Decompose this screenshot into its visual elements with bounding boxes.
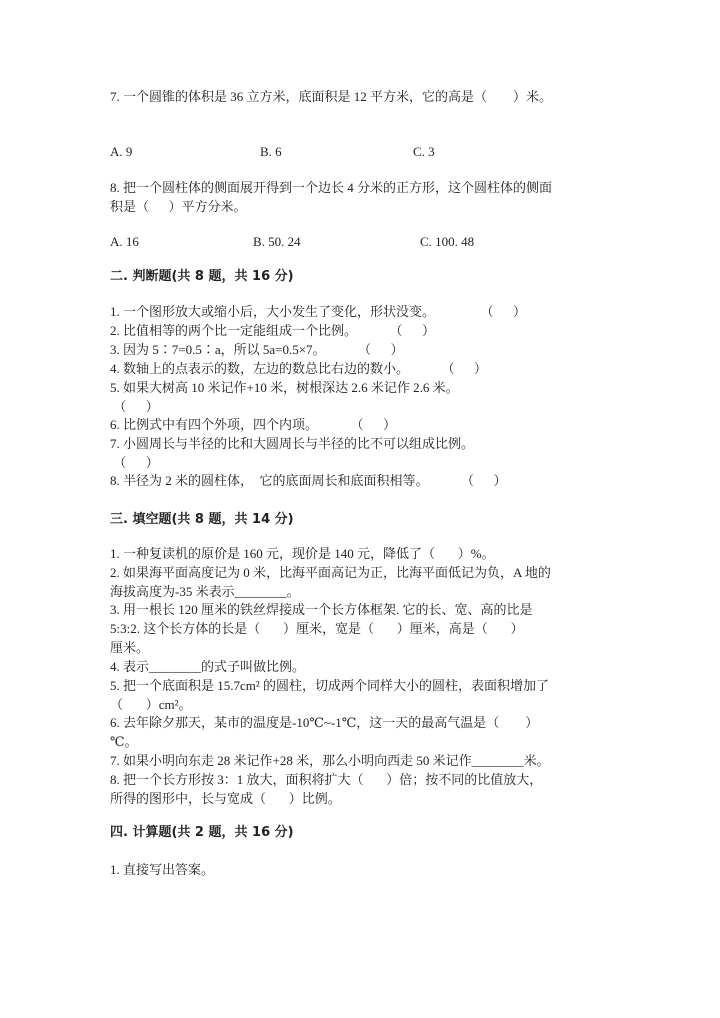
fill-item: 7. 如果小明向东走 28 米记作+28 米，那么小明向西走 50 米记作________米。 [110, 753, 550, 768]
section-heading: 四. 计算题(共 2 题，共 16 分) [110, 825, 294, 840]
option-c: C. 100. 48 [420, 234, 475, 249]
question-text: 8. 把一个圆柱体的侧面展开得到一个边长 4 分米的正方形，这个圆柱体的侧面 [110, 180, 553, 195]
option-b: B. 50. 24 [253, 234, 301, 249]
judge-item: 4. 数轴上的点表示的数，左边的数总比右边的数小。 （ ） [110, 361, 488, 376]
section-heading: 二. 判断题(共 8 题，共 16 分) [110, 269, 294, 284]
fill-item: （ ）cm²。 [110, 697, 192, 712]
judge-item-blank: （ ） [110, 455, 159, 470]
judge-item: 3. 因为 5∶7=0.5∶a，所以 5a=0.5×7。 （ ） [110, 342, 404, 357]
judge-item: 6. 比例式中有四个外项，四个内项。 （ ） [110, 417, 397, 432]
fill-item: 4. 表示________的式子叫做比例。 [110, 659, 306, 674]
fill-item: 厘米。 [110, 640, 150, 655]
judge-item-blank: （ ） [110, 399, 159, 414]
fill-item: 2. 如果海平面高度记为 0 米，比海平面高记为正，比海平面低记为负，A 地的 [110, 565, 551, 580]
judge-item: 7. 小圆周长与半径的比和大圆周长与半径的比不可以组成比例。 [110, 436, 475, 451]
fill-item: 海拔高度为-35 米表示________。 [110, 584, 300, 599]
fill-item: 1. 一种复读机的原价是 160 元，现价是 140 元，降低了（ ）%。 [110, 546, 495, 561]
option-c: C. 3 [413, 144, 435, 159]
fill-item: 6. 去年除夕那天，某市的温度是-10℃~-1℃，这一天的最高气温是（ ） [110, 715, 539, 730]
fill-item: 8. 把一个长方形按 3：1 放大，面积将扩大（ ）倍；按不同的比值放大， [110, 772, 543, 787]
judge-item: 8. 半径为 2 米的圆柱体， 它的底面周长和底面积相等。 （ ） [110, 473, 507, 488]
fill-item: ℃。 [110, 734, 138, 749]
fill-item: 5. 把一个底面积是 15.7cm² 的圆柱，切成两个同样大小的圆柱，表面积增加了 [110, 678, 550, 693]
option-a: A. 9 [110, 144, 133, 159]
judge-item: 5. 如果大树高 10 米记作+10 米，树根深达 2.6 米记作 2.6 米。 [110, 380, 459, 395]
option-a: A. 16 [110, 234, 139, 249]
section-heading: 三. 填空题(共 8 题，共 14 分) [110, 512, 294, 527]
fill-item: 3. 用一根长 120 厘米的铁丝焊接成一个长方体框架. 它的长、宽、高的比是 [110, 602, 533, 617]
judge-item: 2. 比值相等的两个比一定能组成一个比例。 （ ） [110, 323, 436, 338]
fill-item: 5:3:2. 这个长方体的长是（ ）厘米，宽是（ ）厘米，高是（ ） [110, 621, 524, 636]
question-text: 积是（ ）平方分米。 [110, 199, 247, 214]
fill-item: 所得的图形中，长与宽成（ ）比例。 [110, 791, 341, 806]
calc-item: 1. 直接写出答案。 [110, 862, 215, 877]
option-b: B. 6 [260, 144, 282, 159]
judge-item: 1. 一个图形放大或缩小后，大小发生了变化，形状没变。 （ ） [110, 304, 527, 319]
question-text: 7. 一个圆锥的体积是 36 立方米，底面积是 12 平方米，它的高是（ ）米。 [110, 89, 553, 104]
